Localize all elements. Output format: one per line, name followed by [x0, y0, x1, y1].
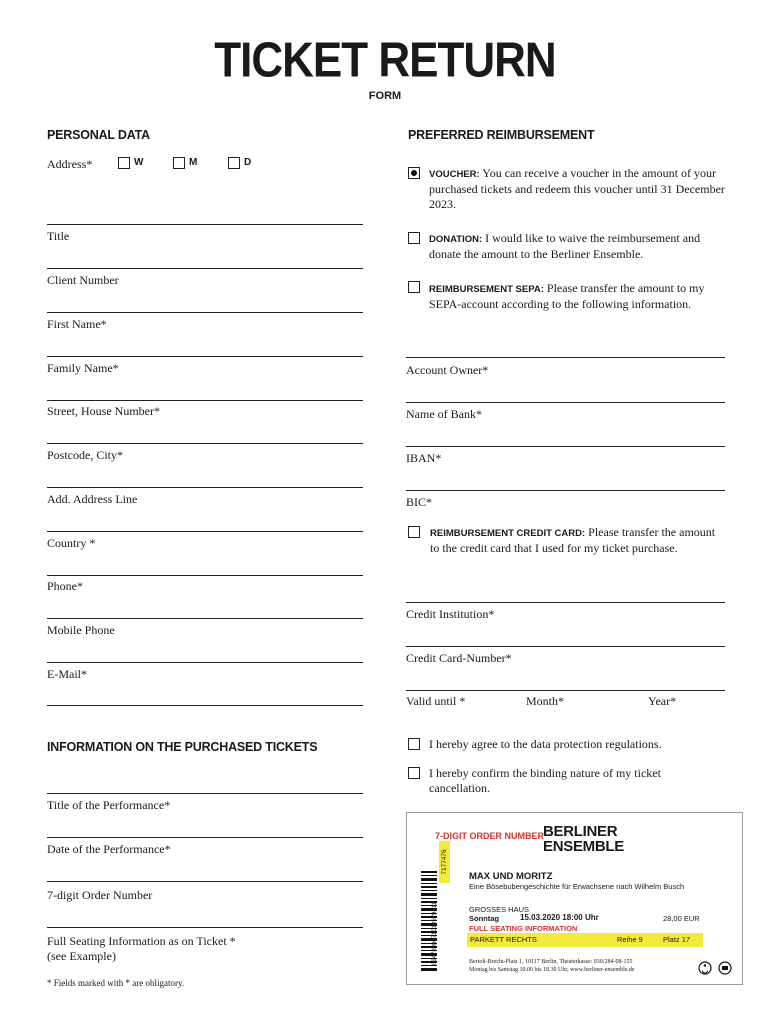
address-label: Address* — [47, 157, 93, 171]
donation-text — [429, 231, 729, 262]
brand-line-1: BERLINER — [543, 823, 618, 840]
country-label: Country * — [47, 536, 96, 550]
account-owner-label: Account Owner* — [406, 363, 489, 377]
client-number-field-line[interactable] — [47, 312, 363, 313]
family-name-field-line[interactable] — [47, 400, 363, 401]
email-field-line[interactable] — [47, 705, 363, 706]
data-protection-checkbox[interactable] — [408, 738, 420, 750]
order-number-callout: 7-DIGIT ORDER NUMBER — [435, 831, 545, 841]
performance-date-label: Date of the Performance* — [47, 842, 171, 856]
sepa-bold: REIMBURSEMENT SEPA: — [429, 284, 544, 295]
bank-name-field-line[interactable] — [406, 446, 725, 447]
order-number-field-line[interactable] — [47, 927, 363, 928]
venue: GROSSES HAUS — [469, 905, 530, 914]
binding-confirm-checkbox[interactable] — [408, 767, 420, 779]
credit-institution-label: Credit Institution* — [406, 607, 495, 621]
valid-until-label: Valid until * — [406, 694, 466, 708]
form-subtitle: FORM — [368, 90, 402, 102]
barcode-digits: 8947898071010979411 — [432, 902, 438, 965]
account-owner-field-line[interactable] — [406, 402, 725, 403]
address-w-checkbox[interactable] — [118, 157, 130, 169]
performance-date-time: 15.03.2020 18:00 Uhr — [520, 913, 599, 922]
seating-seat: Platz 17 — [663, 935, 691, 944]
voucher-desc: You can receive a voucher in the amount of your purchased tickets and redeem this voucher until 31 December 2023. — [429, 166, 725, 211]
bank-name-label: Name of Bank* — [406, 407, 482, 421]
title-field-line[interactable] — [47, 268, 363, 269]
performance-day: Sonntag — [469, 914, 499, 923]
year-label: Year* — [648, 694, 677, 708]
sepa-desc: Please transfer the amount to my SEPA-account according to the following information. — [429, 281, 705, 311]
play-subtitle: Eine Bösebubengeschichte für Erwachsene nach Wilhelm Busch — [469, 882, 685, 891]
data-protection-text: I hereby agree to the data protection regulations. — [429, 737, 662, 751]
performance-date-field-line[interactable] — [47, 881, 363, 882]
vertical-order-code: 7177476 — [439, 841, 450, 883]
personal-data-heading: PERSONAL DATA — [47, 128, 150, 142]
credit-top-line — [406, 602, 725, 603]
postcode-city-field-line[interactable] — [47, 487, 363, 488]
brand-line-2: ENSEMBLE — [543, 838, 624, 855]
phone-label: Phone* — [47, 579, 83, 593]
credit-institution-field-line[interactable] — [406, 646, 725, 647]
credit-card-bold: REIMBURSEMENT CREDIT CARD: — [430, 528, 586, 539]
bic-label: BIC* — [406, 495, 433, 509]
credit-card-text — [430, 525, 726, 556]
address-field-line[interactable] — [47, 224, 363, 225]
voucher-text — [429, 166, 729, 212]
address-w-label: W — [134, 157, 144, 168]
first-name-label: First Name* — [47, 317, 107, 331]
donation-bold: DONATION: — [429, 234, 483, 245]
ticket-address: Bertolt-Brecht-Platz 1, 10117 Berlin, Theaterkasse: 030/284-08-155 — [469, 959, 633, 965]
address-m-checkbox[interactable] — [173, 157, 185, 169]
street-label: Street, House Number* — [47, 404, 160, 418]
iban-field-line[interactable] — [406, 490, 725, 491]
email-label: E-Mail* — [47, 667, 87, 681]
donation-checkbox[interactable] — [408, 232, 420, 244]
performance-title-top-line — [47, 793, 363, 794]
seating-info-example-label: (see Example) — [47, 949, 116, 963]
add-address-label: Add. Address Line — [47, 492, 138, 506]
first-name-field-line[interactable] — [47, 356, 363, 357]
donation-desc: I would like to waive the reimbursement and donate the amount to the Berliner Ensemble. — [429, 231, 701, 261]
mobile-phone-label: Mobile Phone — [47, 623, 115, 637]
sepa-top-line — [406, 357, 725, 358]
order-number-label: 7-digit Order Number — [47, 888, 153, 902]
postcode-city-label: Postcode, City* — [47, 448, 124, 462]
performance-title-label: Title of the Performance* — [47, 798, 171, 812]
credit-card-checkbox[interactable] — [408, 526, 420, 538]
family-name-label: Family Name* — [47, 361, 119, 375]
voucher-bold: VOUCHER: — [429, 169, 480, 180]
hearing-loop-icon — [718, 961, 732, 975]
title-label: Title — [47, 229, 70, 243]
seating-info-callout: FULL SEATING INFORMATION — [469, 924, 578, 933]
sepa-checkbox[interactable] — [408, 281, 420, 293]
ticket-hours: Montag bis Samstag 10.00 bis 18.30 Uhr, www.berliner-ensemble.de — [469, 967, 635, 973]
address-d-checkbox[interactable] — [228, 157, 240, 169]
ticket-example — [406, 812, 743, 985]
accessibility-icon — [698, 961, 712, 975]
month-label: Month* — [526, 694, 565, 708]
ticket-price: 28,00 EUR — [663, 914, 700, 923]
voucher-checkbox[interactable] — [408, 167, 420, 179]
seating-row: Reihe 9 — [617, 935, 643, 944]
sepa-text — [429, 281, 729, 312]
seating-info-label: Full Seating Information as on Ticket * — [47, 934, 236, 948]
credit-card-number-field-line[interactable] — [406, 690, 725, 691]
footnote: * Fields marked with * are obligatory. — [47, 978, 185, 988]
street-field-line[interactable] — [47, 443, 363, 444]
credit-card-desc: Please transfer the amount to the credit card that I used for my ticket purchase. — [430, 525, 716, 555]
purchased-tickets-heading: INFORMATION ON THE PURCHASED TICKETS — [47, 740, 318, 754]
credit-card-number-label: Credit Card-Number* — [406, 651, 512, 665]
mobile-phone-field-line[interactable] — [47, 662, 363, 663]
address-d-label: D — [244, 157, 252, 168]
seating-section: PARKETT RECHTS — [470, 935, 537, 944]
performance-title-field-line[interactable] — [47, 837, 363, 838]
reimbursement-heading: PREFERRED REIMBURSEMENT — [408, 128, 595, 142]
phone-field-line[interactable] — [47, 618, 363, 619]
form-title: TICKET RETURN — [214, 33, 556, 88]
client-number-label: Client Number — [47, 273, 119, 287]
iban-label: IBAN* — [406, 451, 442, 465]
country-field-line[interactable] — [47, 575, 363, 576]
play-title: MAX UND MORITZ — [469, 871, 553, 882]
binding-confirm-text: I hereby confirm the binding nature of my ticket cancellation. — [429, 766, 661, 795]
add-address-field-line[interactable] — [47, 531, 363, 532]
address-m-label: M — [189, 157, 198, 168]
